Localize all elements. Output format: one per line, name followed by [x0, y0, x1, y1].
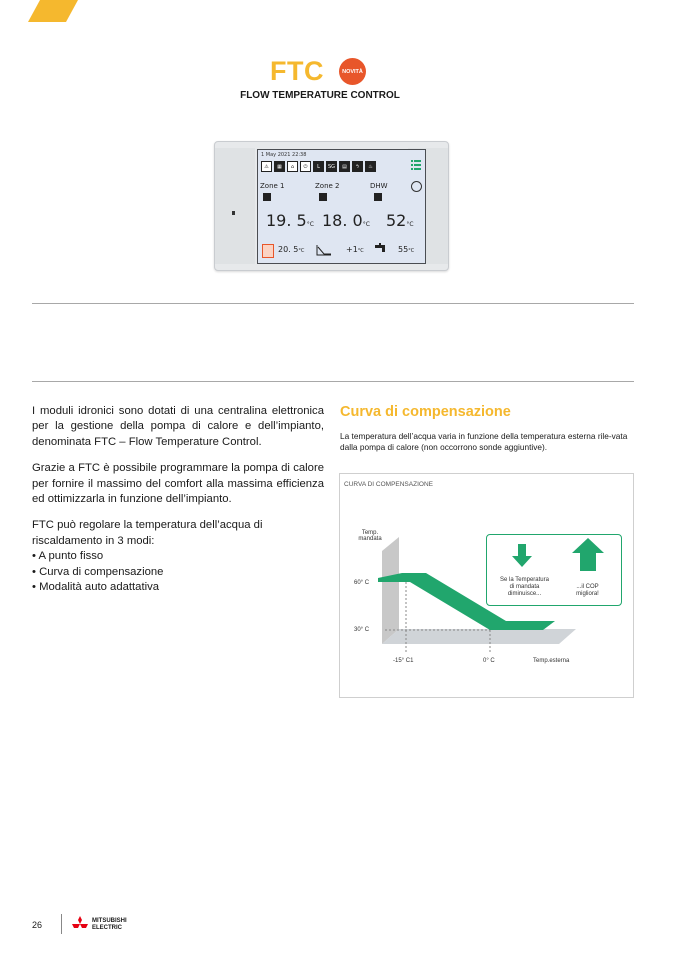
zone2-temp: 18. 0°C — [322, 211, 370, 230]
l-icon: L — [313, 161, 324, 172]
controller-screen — [257, 149, 426, 264]
dhw-label: DHW — [370, 182, 388, 190]
callout-up-text: ...il COP migliora! — [576, 584, 599, 597]
zone2-pause-icon — [319, 193, 327, 201]
room-thermostat-icon — [262, 244, 274, 258]
page-number: 26 — [32, 920, 43, 930]
intro-paragraph-1: I moduli idronici sono dotati di una centralina elettronica per la gestione della pompa di calore e dell’impianto, denominata FTC – Flow Temperature Control. — [32, 405, 324, 448]
y-axis-wall — [382, 537, 399, 644]
x-axis-label: Temp.esterna — [533, 658, 570, 664]
section-heading: Curva di compensazione — [340, 404, 511, 420]
clock-icon — [411, 181, 422, 192]
y-axis-label: Temp. mandata — [358, 530, 382, 542]
compensation-curve-figure — [339, 473, 634, 698]
zone1-temp: 19. 5°C — [266, 211, 314, 230]
screen-date: 1 May 2021 22:38 — [261, 152, 307, 158]
mode-item: • Modalità auto adattativa — [32, 581, 160, 594]
divider-bottom — [32, 381, 634, 382]
y-tick-60: 60° C — [354, 580, 370, 586]
status-icon-row — [261, 161, 376, 172]
new-badge: NOVITÀ — [339, 58, 366, 85]
bolt-icon: ϟ — [352, 161, 363, 172]
curve-icon — [316, 244, 332, 256]
zone1-play-icon — [263, 193, 271, 201]
mode-item: • Curva di compensazione — [32, 565, 164, 578]
page-title: FTC — [270, 56, 324, 86]
y-tick-30: 30° C — [354, 627, 370, 633]
tap-icon — [373, 243, 387, 256]
menu-icon — [411, 160, 421, 171]
modes-intro: FTC può regolare la temperatura dell’acqua di riscaldamento in 3 modi: — [32, 519, 263, 547]
ftc-controller-device — [214, 141, 449, 271]
mitsubishi-logo-icon — [71, 916, 89, 931]
x-tick-0c: 0° C — [483, 658, 495, 664]
figure-caption: CURVA DI COMPENSAZIONE — [344, 481, 433, 488]
section-description: La temperatura dell’acqua varia in funzione della temperatura esterna rile-vata dalla pompa di calore (non occorrono sonde aggiuntive). — [340, 431, 628, 452]
tank-temp: 55°C — [398, 245, 415, 254]
room-temp: 20. 5°C — [278, 245, 305, 254]
intro-paragraph-2: Grazie a FTC è possibile programmare la pompa di calore per fornire il massimo del comfort alla massima efficienza ed ottimizzarla in funzione dell’impianto. — [32, 462, 324, 506]
brand-name: MITSUBISHI ELECTRIC — [92, 918, 127, 931]
offset-value: +1°C — [346, 245, 364, 254]
device-indicator-dot — [232, 211, 235, 215]
zone2-label: Zone 2 — [315, 182, 340, 190]
page-subtitle: FLOW TEMPERATURE CONTROL — [240, 90, 400, 101]
warning-icon: ⚠ — [261, 161, 272, 172]
x-axis-floor — [382, 629, 576, 644]
sg-icon: SG — [326, 161, 337, 172]
home-icon: ⌂ — [287, 161, 298, 172]
heat-pump-icon: ▦ — [274, 161, 285, 172]
divider-top — [32, 303, 634, 304]
mode-item: • A punto fisso — [32, 550, 104, 563]
dhw-stop-icon — [374, 193, 382, 201]
intro-text — [32, 404, 324, 595]
device-left-panel — [215, 148, 255, 264]
boiler-icon: ▤ — [339, 161, 350, 172]
callout-down-text: Se la Temperatura di mandata diminuisce... — [500, 577, 549, 597]
flame-icon: ♨ — [365, 161, 376, 172]
dhw-temp: 52°C — [386, 211, 414, 230]
x-tick-c1: -15° C1 — [393, 658, 414, 664]
footer-divider — [61, 914, 62, 934]
zone1-label: Zone 1 — [260, 182, 285, 190]
power-icon: ⏻ — [300, 161, 311, 172]
corner-accent-shape — [28, 0, 78, 22]
